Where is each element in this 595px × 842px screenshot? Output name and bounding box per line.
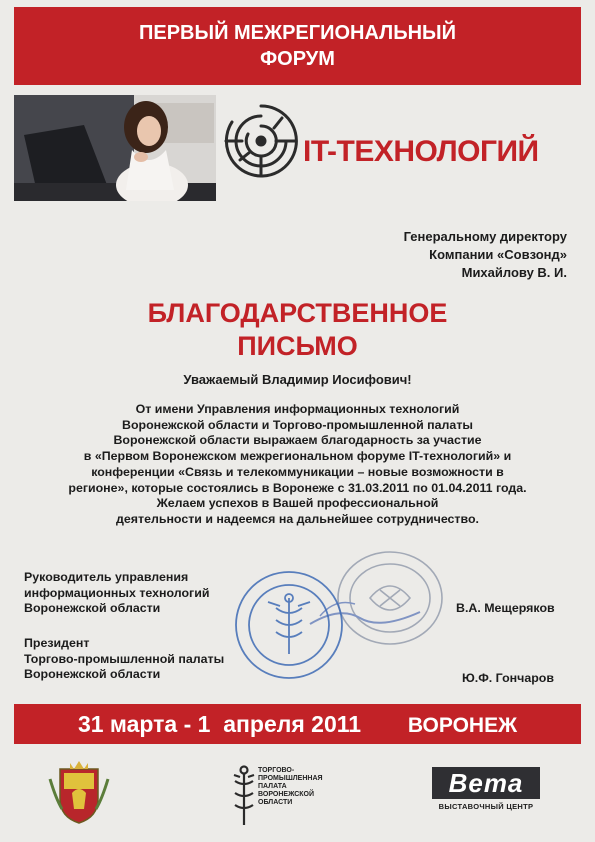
chamber-name-line: ПАЛАТА	[258, 783, 287, 790]
addressee-line: Михайлову В. И.	[461, 265, 567, 280]
body-line: конференции «Связь и телекоммуникации – новые возможности в	[91, 464, 504, 479]
signatory2-title	[24, 636, 224, 683]
body-line: регионе», которые состоялись в Воронеже с 31.03.2011 по 01.04.2011 года.	[68, 480, 527, 495]
body-line: От имени Управления информационных технологий	[135, 402, 460, 416]
signatory-title-line: Президент	[24, 636, 90, 650]
event-dates: 31 марта - 1 апреля 2011	[77, 711, 362, 737]
addressee-line: Компании «Совзонд»	[429, 247, 567, 262]
body-line: деятельности и надеемся на дальнейшее сотрудничество.	[116, 511, 479, 526]
chamber-name-line: ПРОМЫШЛЕННАЯ	[258, 775, 323, 782]
forum-subtitle: IT-ТЕХНОЛОГИЙ	[303, 135, 539, 168]
title-line2: ПИСЬМО	[237, 331, 358, 361]
letter-body	[40, 402, 555, 528]
body-line: в «Первом Воронежском межрегиональном форуме IT-технологий» и	[83, 449, 512, 464]
chamber-name-line: ОБЛАСТИ	[258, 799, 293, 806]
header-photo	[14, 95, 216, 201]
signatory1-name: В.А. Мещеряков	[456, 601, 555, 615]
addressee-line: Генеральному директору	[403, 229, 567, 244]
forum-title-line1: ПЕРВЫЙ МЕЖРЕГИОНАЛЬНЫЙ	[139, 22, 456, 44]
voronezh-coat-of-arms-icon	[48, 759, 110, 830]
circuit-logo-icon	[220, 100, 302, 187]
title-line1: БЛАГОДАРСТВЕННОЕ	[147, 298, 448, 328]
signatory2-name: Ю.Ф. Гончаров	[462, 671, 554, 685]
addressee-block	[404, 228, 567, 282]
expo-logo: Вета	[432, 767, 540, 799]
forum-title-band	[14, 7, 581, 85]
chamber-name-line: ВОРОНЕЖСКОЙ	[258, 791, 315, 798]
event-date-band	[14, 704, 581, 744]
chamber-name-line: ТОРГОВО-	[258, 767, 295, 774]
body-line: Воронежской области и Торгово-промышленной палаты	[122, 417, 473, 432]
body-line: Желаем успехов в Вашей профессиональной	[156, 496, 439, 511]
event-city: ВОРОНЕЖ	[407, 714, 518, 737]
chamber-name	[258, 767, 323, 807]
signatory-title-line: информационных технологий	[24, 585, 210, 600]
signatory-title-line: Торгово-промышленной палаты	[24, 651, 225, 666]
forum-title-line2: ФОРУМ	[260, 48, 335, 70]
body-line: Воронежской области выражаем благодарность за участие	[113, 433, 482, 448]
signatory-title-line: Руководитель управления	[24, 570, 189, 584]
chamber-logo-icon	[232, 765, 256, 832]
salutation: Уважаемый Владимир Иосифович!	[183, 372, 412, 387]
signatory-title-line: Воронежской области	[24, 601, 161, 615]
expo-caption: ВЫСТАВОЧНЫЙ ЦЕНТР	[438, 802, 534, 811]
footer-logos	[0, 757, 595, 837]
signatory-title-line: Воронежской области	[24, 667, 161, 681]
signatory1-title	[24, 570, 209, 617]
chamber-seal-stamp	[232, 568, 347, 688]
document-title	[0, 297, 595, 363]
